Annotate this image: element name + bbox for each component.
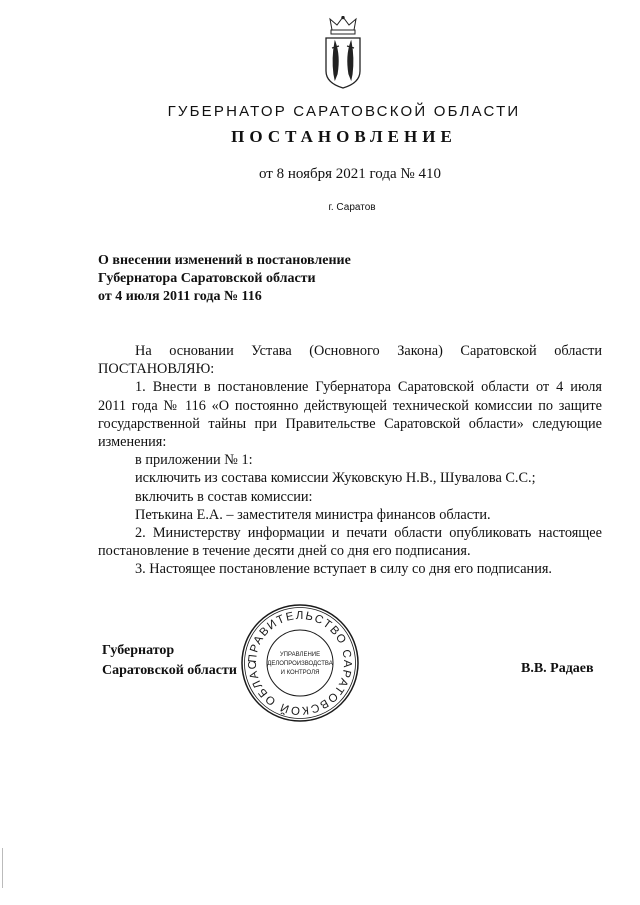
signatory-name: В.В. Радаев — [521, 661, 594, 676]
signatory-role-line: Саратовской области — [102, 663, 237, 678]
signatory-title — [102, 641, 237, 681]
item-1-include: включить в состав комиссии: — [135, 488, 313, 505]
official-stamp — [239, 602, 361, 724]
subject-line: Губернатора Саратовской области — [98, 271, 316, 286]
subject-line: от 4 июля 2011 года № 116 — [98, 289, 262, 304]
item-2: 2. Министерству информации и печати области опубликовать настоящее постановление в течение десяти дней со дня его подписания. — [98, 525, 602, 560]
document-type: ПОСТАНОВЛЕНИЕ — [231, 127, 457, 146]
item-1: 1. Внести в постановление Губернатора Саратовской области от 4 июля 2011 года № 116 «О постоянно действующей технической комиссии по защите государственной тайны при Правительстве Саратовской области» следующие изменения: — [98, 379, 602, 451]
item-1-appendix: в приложении № 1: — [135, 452, 253, 469]
scan-edge-mark — [2, 848, 3, 888]
item-1-exclude: исключить из состава комиссии Жуковскую Н.В., Шувалова С.С.; — [135, 470, 536, 487]
document-city: г. Саратов — [328, 202, 376, 213]
document-subject — [98, 252, 351, 306]
document-date-number: от 8 ноября 2021 года № 410 — [259, 166, 441, 182]
document-body — [98, 342, 602, 579]
preamble: На основании Устава (Основного Закона) Саратовской области — [135, 343, 602, 359]
issuing-authority: ГУБЕРНАТОР САРАТОВСКОЙ ОБЛАСТИ — [167, 103, 521, 120]
item-3: 3. Настоящее постановление вступает в силу со дня его подписания. — [135, 561, 552, 578]
stamp-inner-line: ДЕЛОПРОИЗВОДСТВА — [267, 661, 333, 667]
resolution-verb: ПОСТАНОВЛЯЮ: — [98, 361, 215, 378]
stamp-outer-text: ПРАВИТЕЛЬСТВО САРАТОВСКОЙ ОБЛАС — [246, 609, 354, 717]
stamp-inner-line: И КОНТРОЛЯ — [280, 670, 320, 676]
stamp-inner-line: УПРАВЛЕНИЕ — [279, 652, 321, 658]
subject-line: О внесении изменений в постановление — [98, 253, 351, 268]
signatory-role-line: Губернатор — [102, 643, 175, 658]
saratov-coat-of-arms-icon — [318, 16, 368, 90]
item-1-new-member: Петькина Е.А. – заместителя министра финансов области. — [135, 506, 491, 523]
